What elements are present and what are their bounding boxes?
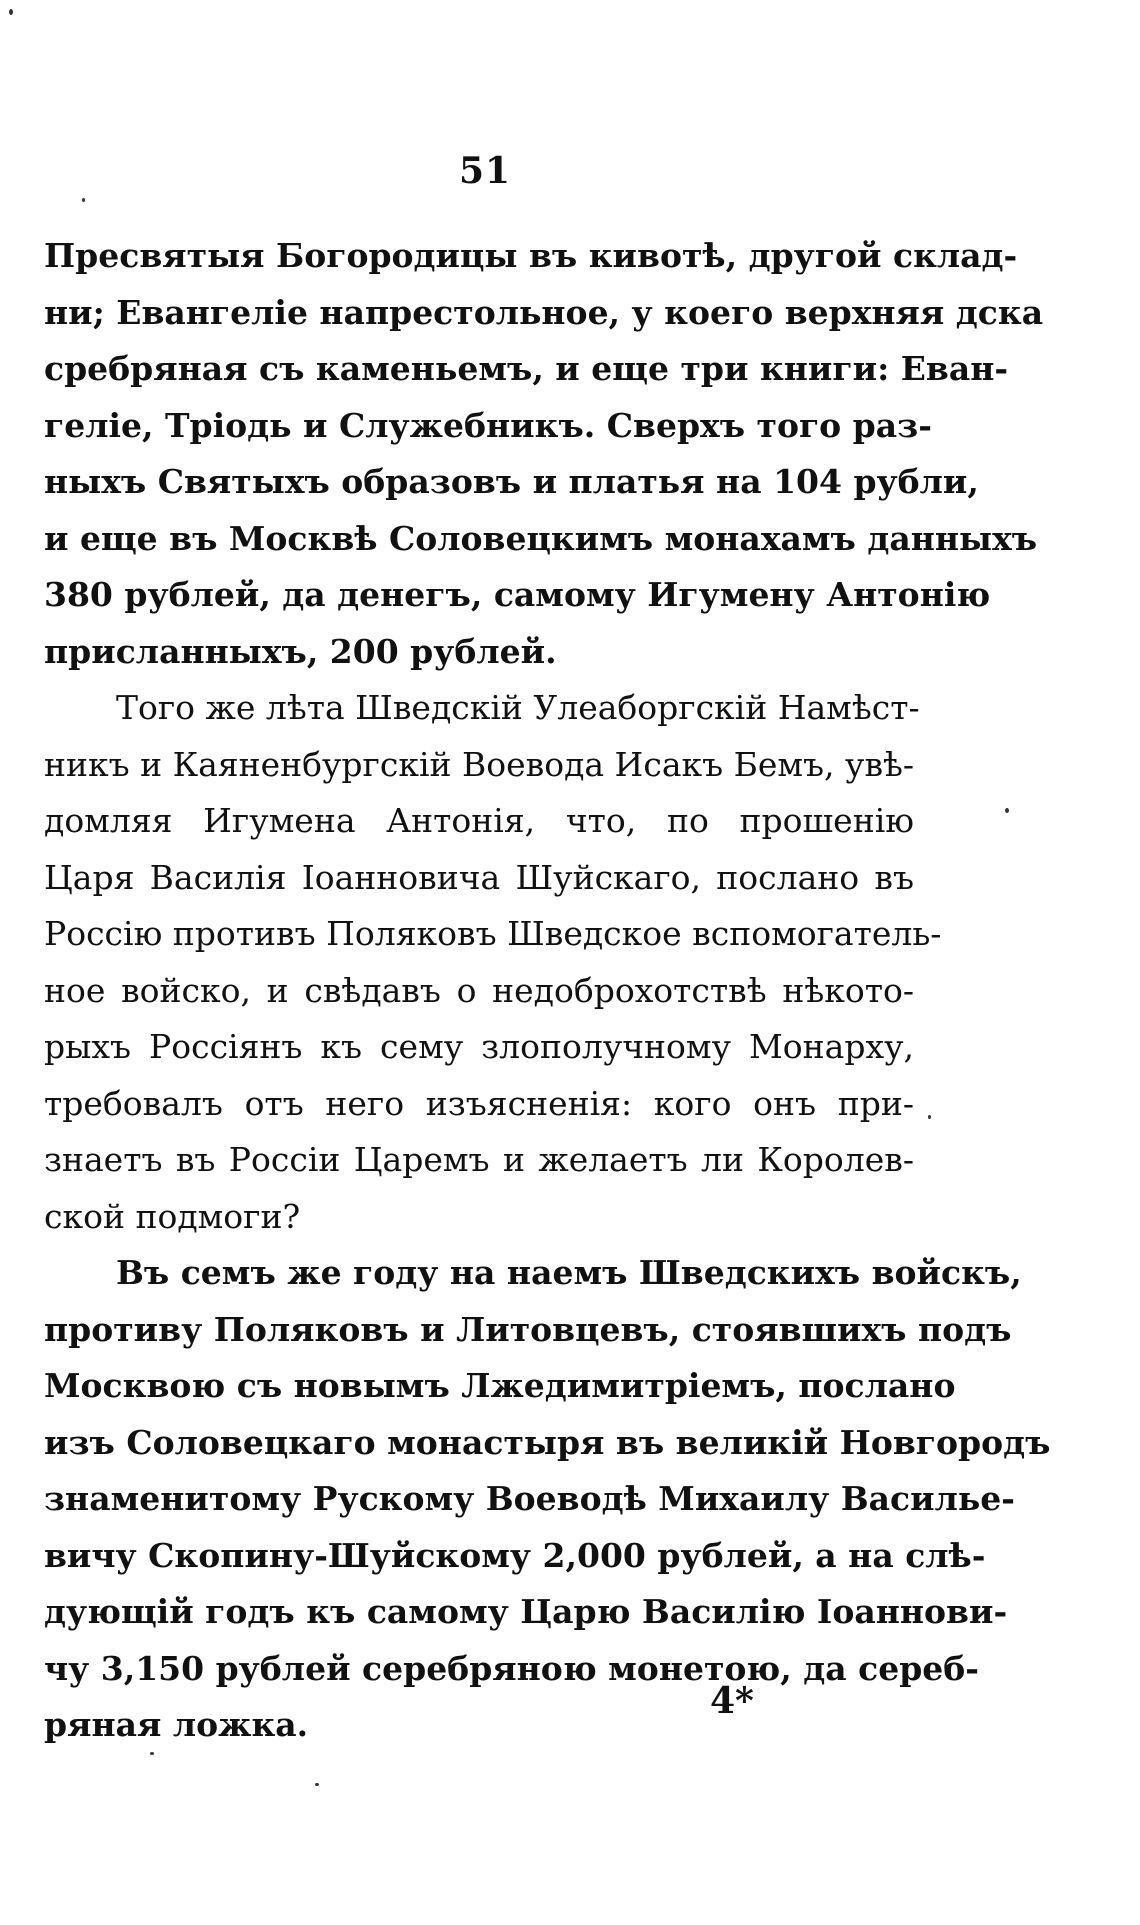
text-line: противу Поляковъ и Литовцевъ, стоявшихъ подъ bbox=[44, 1309, 1012, 1349]
text-line: вичу Скопину-Шуйскому 2,000 рублей, а на слѣ- bbox=[44, 1535, 986, 1575]
text-line: присланныхъ, 200 рублей. bbox=[44, 631, 557, 671]
text-line: чу 3,150 рублей серебряною монетою, да сереб- bbox=[44, 1648, 979, 1688]
text-line: ряная ложка. bbox=[44, 1705, 309, 1744]
text-line: Царя Василія Іоанновича Шуйскаго, послано въ bbox=[44, 857, 914, 897]
text-line: ни; Евангеліе напрестольное, у коего верхняя дска bbox=[44, 292, 1044, 332]
text-line: изъ Соловецкаго монастыря въ великій Новгородъ bbox=[44, 1422, 1051, 1462]
text-line: дующій годъ къ самому Царю Василію Іоаннови- bbox=[44, 1592, 1008, 1631]
signature-mark: 4* bbox=[710, 1680, 754, 1722]
print-speck bbox=[928, 1115, 931, 1119]
text-line: ное войско, и свѣдавъ о недоброхотствѣ нѣкото- bbox=[44, 970, 914, 1010]
text-line: никъ и Каяненбургскій Воевода Исакъ Бемъ, увѣ- bbox=[44, 744, 915, 784]
text-line: знаменитому Рускому Воеводѣ Михаилу Василье- bbox=[44, 1479, 1015, 1518]
text-line: Россію противъ Поляковъ Шведское вспомогатель- bbox=[44, 914, 942, 953]
print-speck bbox=[1005, 808, 1009, 813]
text-line: домляя Игумена Антонія, что, по прошенію bbox=[44, 801, 914, 840]
text-line: ныхъ Святыхъ образовъ и платья на 104 рубли, bbox=[44, 462, 979, 501]
text-line: ской подмоги? bbox=[44, 1196, 301, 1236]
print-speck bbox=[150, 1752, 154, 1755]
text-line: 380 рублей, да денегъ, самому Игумену Антонію bbox=[44, 575, 991, 614]
text-line: геліе, Тріодь и Служебникъ. Сверхъ того раз- bbox=[44, 405, 932, 445]
text-line: Москвою съ новымъ Лжедимитріемъ, послано bbox=[44, 1366, 956, 1405]
text-line: знаетъ въ Россіи Царемъ и желаетъ ли Королев- bbox=[44, 1140, 914, 1179]
text-line: Въ семъ же году на наемъ Шведскихъ войскъ, bbox=[116, 1253, 1022, 1292]
print-speck bbox=[82, 198, 85, 202]
text-line: сребряная съ каменьемъ, и еще три книги: Еван- bbox=[44, 349, 1009, 388]
text-line: требовалъ отъ него изъясненія: кого онъ при- bbox=[44, 1083, 914, 1123]
text-line: Пресвятыя Богородицы въ кивотѣ, другой склад- bbox=[44, 236, 1018, 275]
print-speck bbox=[315, 1783, 319, 1786]
page-number: 51 bbox=[458, 150, 512, 192]
text-line: и еще въ Москвѣ Соловецкимъ монахамъ данныхъ bbox=[44, 518, 1038, 558]
text-line: рыхъ Россіянъ къ сему злополучному Монарху, bbox=[44, 1027, 914, 1066]
print-speck bbox=[9, 9, 13, 15]
body-text bbox=[44, 228, 1051, 1754]
text-line: Того же лѣта Шведскій Улеаборгскій Намѣст- bbox=[116, 688, 920, 727]
